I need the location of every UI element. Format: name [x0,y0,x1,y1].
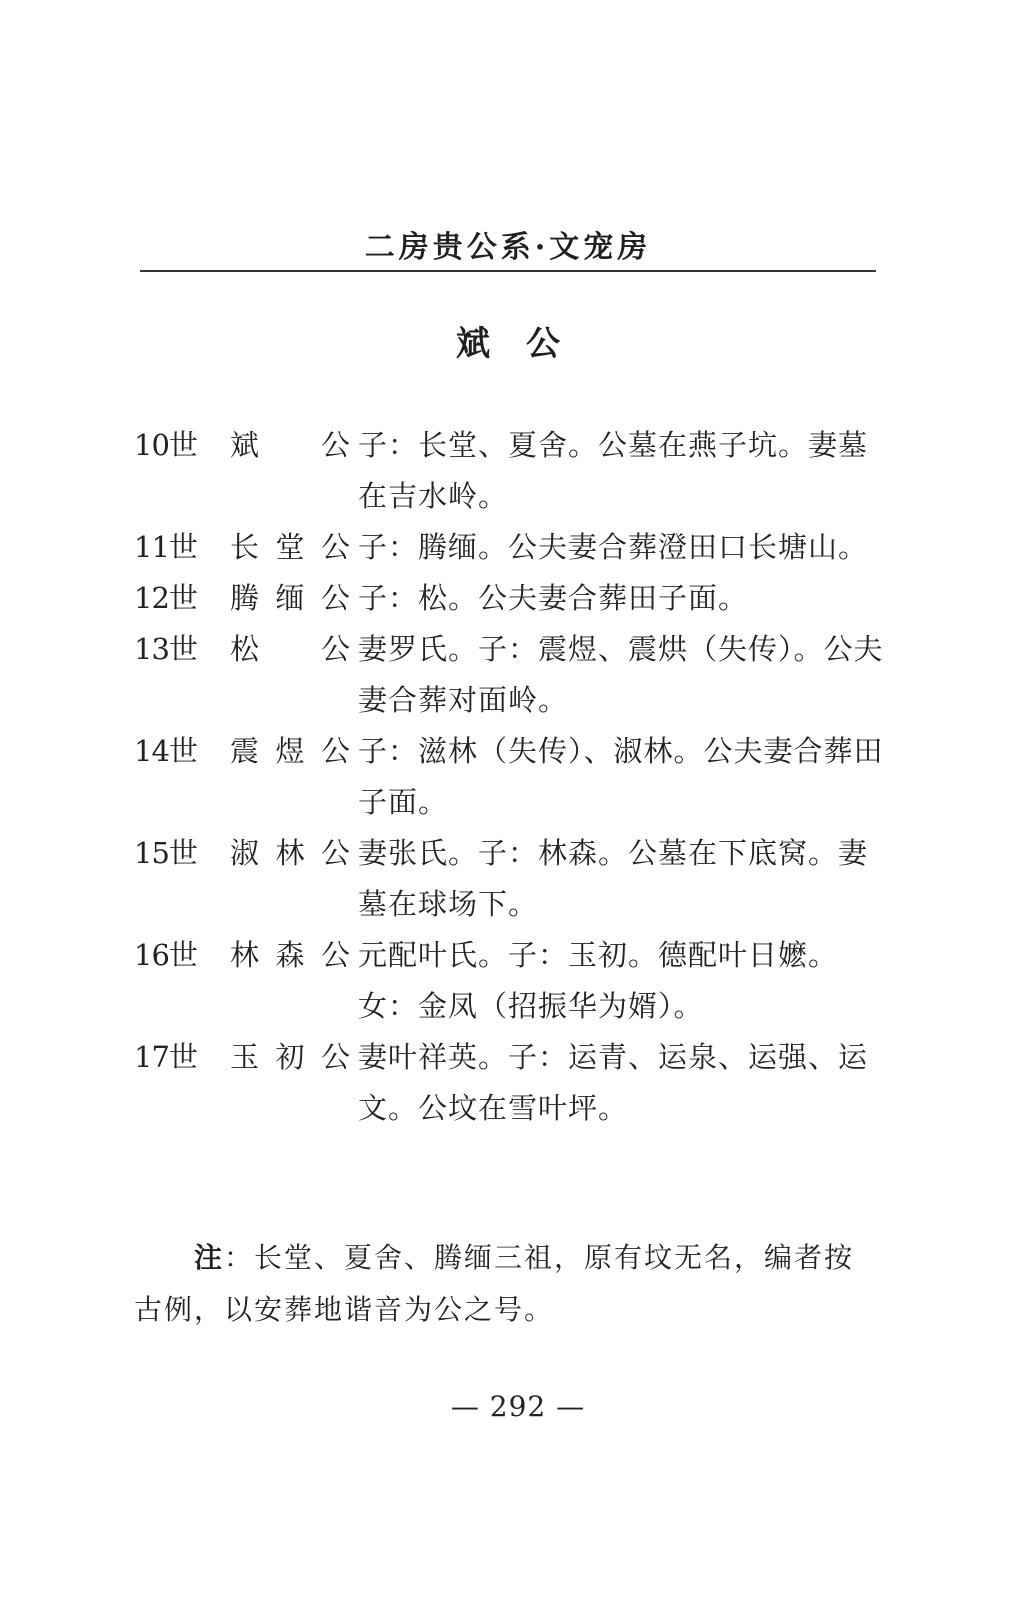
generation-entry [134,828,884,930]
generation-entry [134,420,884,522]
entry-description: 妻罗氏。子：震煜、震烘（失传）。公夫妻合葬对面岭。 [358,632,884,717]
generation-number: 15世 [134,836,197,870]
generation-list [134,420,884,1134]
generation-number: 13世 [134,632,197,666]
section-title-char-2: 公 [526,324,560,364]
entry-description: 子：腾缅。公夫妻合葬澄田口长塘山。 [358,530,869,564]
header-rule [140,270,876,272]
ancestor-name: 长堂公 [230,530,350,564]
ancestor-name: 腾缅公 [230,581,350,615]
generation-number: 16世 [134,938,197,972]
generation-entry [134,573,884,624]
running-head: 二房贵公系·文宠房 [364,230,652,265]
generation-number: 12世 [134,581,197,615]
ancestor-name: 松 公 [230,632,350,666]
section-title-char-1: 斌 [456,324,490,364]
editor-note [134,1232,870,1336]
generation-entry [134,726,884,828]
entry-description: 妻叶祥英。子：运青、运泉、运强、运文。公坟在雪叶坪。 [358,1040,869,1125]
generation-entry [134,930,884,1032]
generation-entry [134,1032,884,1134]
entry-description: 子：松。公夫妻合葬田子面。 [358,581,749,615]
page-number: — 292 — [450,1390,586,1423]
ancestor-name: 林森公 [230,938,350,972]
note-label: 注 [194,1241,225,1274]
generation-entry [134,624,884,726]
section-title [140,316,876,365]
note-text: ：长堂、夏舍、腾缅三祖，原有坟无名，编者按古例，以安葬地谐音为公之号。 [134,1241,855,1326]
entry-description: 妻张氏。子：林森。公墓在下底窝。妻墓在球场下。 [358,836,869,921]
generation-number: 14世 [134,734,197,768]
ancestor-name: 震煜公 [230,734,350,768]
ancestor-name: 淑林公 [230,836,350,870]
generation-number: 11世 [134,530,197,564]
entry-description: 元配叶氏。子：玉初。德配叶日嬷。女：金凤（招振华为婿）。 [358,938,839,1023]
generation-number: 10世 [134,428,197,462]
entry-description: 子：长堂、夏舍。公墓在燕子坑。妻墓在吉水岭。 [358,428,869,513]
generation-entry [134,522,884,573]
generation-number: 17世 [134,1040,197,1074]
ancestor-name: 玉初公 [230,1040,350,1074]
ancestor-name: 斌 公 [230,428,350,462]
entry-description: 子：滋林（失传）、淑林。公夫妻合葬田子面。 [358,734,884,819]
